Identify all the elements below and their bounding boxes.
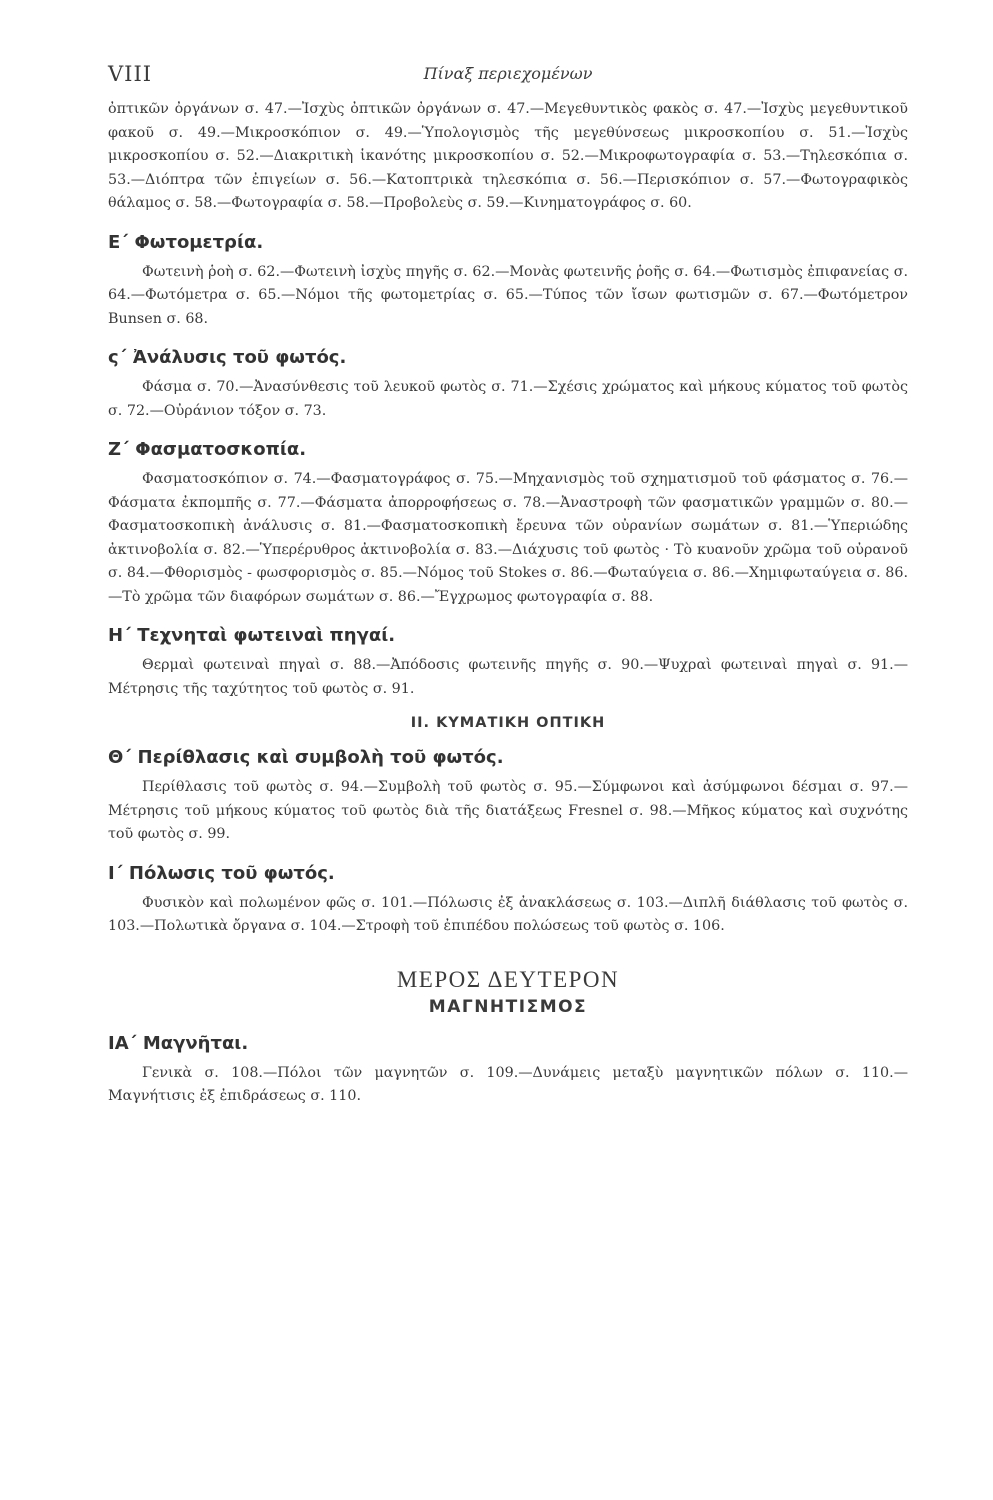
- section-title: Ε΄ Φωτομετρία.: [108, 231, 264, 253]
- section-text: Φωτεινὴ ῥοὴ σ. 62.—Φωτεινὴ ἰσχὺς πηγῆς σ. 62.—Μονὰς φωτεινῆς ῥοῆς σ. 64.—Φωτισμὸς ἐπιφανείας σ. 64.—Φωτόμετρα σ. 65.—Νόμοι τῆς φωτομετρίας σ. 65.—Τύπος τῶν ἴσων φωτισμῶν σ. 67.—Φωτόμετρον Bunsen σ. 68.: [108, 263, 908, 327]
- section-title: Ζ΄ Φασματοσκοπία.: [108, 439, 307, 460]
- section-title: Η΄ Τεχνηταὶ φωτειναὶ πηγαί.: [108, 625, 396, 646]
- section-light-analysis: [108, 347, 908, 423]
- section-title: ς΄ Ἀνάλυσις τοῦ φωτός.: [108, 347, 347, 368]
- section-text: Φάσμα σ. 70.—Ἀνασύνθεσις τοῦ λευκοῦ φωτὸς σ. 71.—Σχέσις χρώματος καὶ μήκους κύματος τοῦ φωτὸς σ. 72.—Οὐράνιον τόξον σ. 73.: [108, 379, 908, 419]
- section-title: Θ΄ Περίθλασις καὶ συμβολὴ τοῦ φωτός.: [108, 747, 504, 768]
- page-number: VIII: [108, 62, 153, 86]
- page-header: [108, 62, 908, 98]
- section-text: Θερμαὶ φωτειναὶ πηγαὶ σ. 88.—Ἀπόδοσις φωτεινῆς πηγῆς σ. 90.—Ψυχραὶ φωτειναὶ πηγαὶ σ. 91.—Μέτρησις τῆς ταχύτητος τοῦ φωτὸς σ. 91.: [108, 657, 908, 697]
- part-heading-wave-optics: II. ΚΥΜΑΤΙΚΗ ΟΠΤΙΚΗ: [410, 715, 606, 731]
- toc-page: [108, 62, 908, 1109]
- section-magnets: [108, 1033, 908, 1109]
- section-spectroscopy: [108, 439, 908, 609]
- part-two-heading: ΜΕΡΟΣ ΔΕΥΤΕΡΟΝ: [396, 966, 620, 992]
- section-title: ΙΑ΄ Μαγνῆται.: [108, 1032, 249, 1054]
- section-polarization: [108, 863, 908, 939]
- section-text: Περίθλασις τοῦ φωτὸς σ. 94.—Συμβολὴ τοῦ φωτὸς σ. 95.—Σύμφωνοι καὶ ἀσύμφωνοι δέσμαι σ. 97.—Μέτρησις τοῦ μήκους κύματος τοῦ φωτὸς διὰ τῆς διατάξεως Fresnel σ. 98.—Μῆκος κύματος καὶ συχνότης τοῦ φωτὸς σ. 99.: [108, 779, 908, 842]
- running-title: Πίναξ περιεχομένων: [423, 64, 593, 83]
- section-text: Φυσικὸν καὶ πολωμένον φῶς σ. 101.—Πόλωσις ἐξ ἀνακλάσεως σ. 103.—Διπλῆ διάθλασις τοῦ φωτὸς σ. 103.—Πολωτικὰ ὄργανα σ. 104.—Στροφὴ τοῦ ἐπιπέδου πολώσεως τοῦ φωτὸς σ. 106.: [108, 894, 908, 934]
- magnetism-heading: ΜΑΓΝΗΤΙΣΜΟΣ: [428, 996, 588, 1017]
- section-diffraction: [108, 747, 908, 847]
- intro-paragraph: ὀπτικῶν ὀργάνων σ. 47.—Ἰσχὺς ὀπτικῶν ὀργάνων σ. 47.—Μεγεθυντικὸς φακὸς σ. 47.—Ἰσχὺς μεγεθυντικοῦ φακοῦ σ. 49.—Μικροσκόπιον σ. 49.—Ὑπολογισμὸς τῆς μεγεθύνσεως μικροσκοπίου σ. 51.—Ἰσχὺς μικροσκοπίου σ. 52.—Διακριτικὴ ἱκανότης μικροσκοπίου σ. 52.—Μικροφωτογραφία σ. 53.—Τηλεσκόπια σ. 53.—Διόπτρα τῶν ἐπιγείων σ. 56.—Κατοπτρικὰ τηλεσκόπια σ. 56.—Περισκόπιον σ. 57.—Φωτογραφικὸς θάλαμος σ. 58.—Φωτογραφία σ. 58.—Προβολεὺς σ. 59.—Κινηματογράφος σ. 60.: [108, 101, 908, 211]
- section-photometry: [108, 232, 908, 332]
- section-title: Ι΄ Πόλωσις τοῦ φωτός.: [108, 862, 335, 884]
- section-text: Γενικὰ σ. 108.—Πόλοι τῶν μαγνητῶν σ. 109.—Δυνάμεις μεταξὺ μαγνητικῶν πόλων σ. 110.—Μαγνήτισις ἐξ ἐπιδράσεως σ. 110.: [108, 1064, 908, 1104]
- section-text: Φασματοσκόπιον σ. 74.—Φασματογράφος σ. 75.—Μηχανισμὸς τοῦ σχηματισμοῦ τοῦ φάσματος σ. 76.—Φάσματα ἐκπομπῆς σ. 77.—Φάσματα ἀπορροφήσεως σ. 78.—Ἀναστροφὴ τῶν φασματικῶν γραμμῶν σ. 80.—Φασματοσκοπικὴ ἀνάλυσις σ. 81.—Φασματοσκοπικὴ ἔρευνα τῶν οὐρανίων σωμάτων σ. 81.—Ὑπεριώδης ἀκτινοβολία σ. 82.—Ὑπερέρυθρος ἀκτινοβολία σ. 83.—Διάχυσις τοῦ φωτὸς · Τὸ κυανοῦν χρῶμα τοῦ οὐρανοῦ σ. 84.—Φθορισμὸς - φωσφορισμὸς σ. 85.—Νόμος τοῦ Stokes σ. 86.—Φωταύγεια σ. 86.—Χημιφωταύγεια σ. 86.—Τὸ χρῶμα τῶν διαφόρων σωμάτων σ. 86.—Ἔγχρωμος φωτογραφία σ. 88.: [108, 471, 908, 605]
- section-artificial-light: [108, 625, 908, 701]
